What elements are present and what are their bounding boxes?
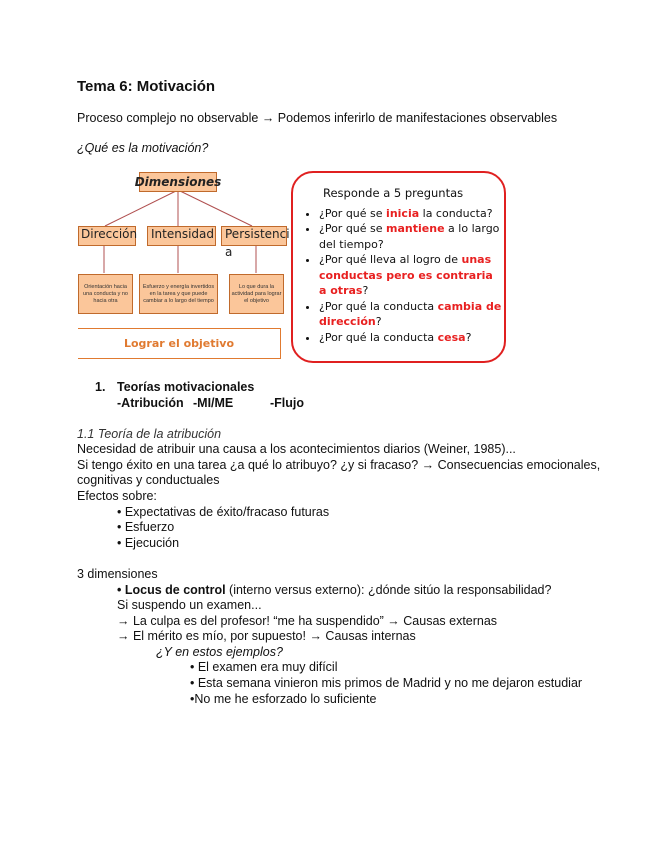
questions-box — [291, 171, 506, 363]
theory-mime: -MI/ME — [193, 396, 234, 410]
examples-heading: ¿Y en estos ejemplos? — [156, 645, 283, 659]
paragraph: cognitivas y conductuales — [77, 473, 220, 487]
desc-direccion: Orientación hacia una conducta y no hacia otra — [78, 274, 133, 314]
paragraph: → La culpa es del profesor! “me ha suspendido” → Causas externas — [117, 614, 498, 628]
example-item: • El examen era muy difícil — [190, 660, 338, 674]
example-item: • Esta semana vinieron mis primos de Madrid y no me dejaron estudiar — [190, 676, 583, 690]
list-number: 1. — [95, 380, 106, 394]
paragraph: Si suspendo un examen... — [117, 598, 262, 612]
theory-atribucion: -Atribución — [117, 396, 184, 410]
question-heading: ¿Qué es la motivación? — [77, 141, 209, 155]
dimensions-label: 3 dimensiones — [77, 567, 158, 581]
effect-item: • Expectativas de éxito/fracaso futuras — [117, 505, 330, 519]
dim-intensidad: Intensidad — [147, 226, 216, 246]
paragraph: Efectos sobre: — [77, 489, 157, 503]
questions-title: Responde a 5 preguntas — [323, 186, 464, 200]
question-item: • ¿Por qué la conducta cambia de dirección? — [319, 299, 504, 330]
desc-persistencia: Lo que dura la actividad para lograr el objetivo — [229, 274, 284, 314]
dim-direccion: Dirección — [78, 226, 136, 246]
effect-item: • Esfuerzo — [117, 520, 175, 534]
question-item: • ¿Por qué se inicia la conducta? — [319, 206, 504, 222]
locus-line: • Locus de control (interno versus externo): ¿dónde sitúo la responsabilidad? — [117, 583, 552, 597]
page-title: Tema 6: Motivación — [77, 78, 216, 95]
list-title: Teorías motivacionales — [117, 380, 255, 394]
paragraph: → El mérito es mío, por supuesto! → Causas internas — [117, 629, 416, 643]
theory-flujo: -Flujo — [270, 396, 305, 410]
desc-intensidad: Esfuerzo y energía invertidos en la tarea y que puede cambiar a lo largo del tiempo — [139, 274, 218, 314]
example-item: •No me he esforzado lo suficiente — [190, 692, 377, 706]
intro-text: Proceso complejo no observable → Podemos inferirlo de manifestaciones observables — [77, 111, 558, 125]
paragraph: Necesidad de atribuir una causa a los acontecimientos diarios (Weiner, 1985)... — [77, 442, 516, 456]
question-item: • ¿Por qué se mantiene a lo largo del tiempo? — [319, 221, 504, 252]
effect-item: • Ejecución — [117, 536, 180, 550]
question-item: • ¿Por qué la conducta cesa? — [319, 330, 504, 346]
paragraph: Si tengo éxito en una tarea ¿a qué lo atribuyo? ¿y si fracaso? → Consecuencias emocionales, — [77, 458, 601, 472]
diagram-root: Dimensiones — [139, 172, 217, 192]
question-item: • ¿Por qué lleva al logro de unas conductas pero es contraria a otras? — [319, 252, 504, 299]
dim-persistencia-wrap: a — [225, 245, 233, 259]
subheading: 1.1 Teoría de la atribución — [77, 427, 222, 441]
goal-box: Lograr el objetivo — [78, 328, 281, 359]
dim-persistencia: Persistenci — [221, 226, 287, 246]
